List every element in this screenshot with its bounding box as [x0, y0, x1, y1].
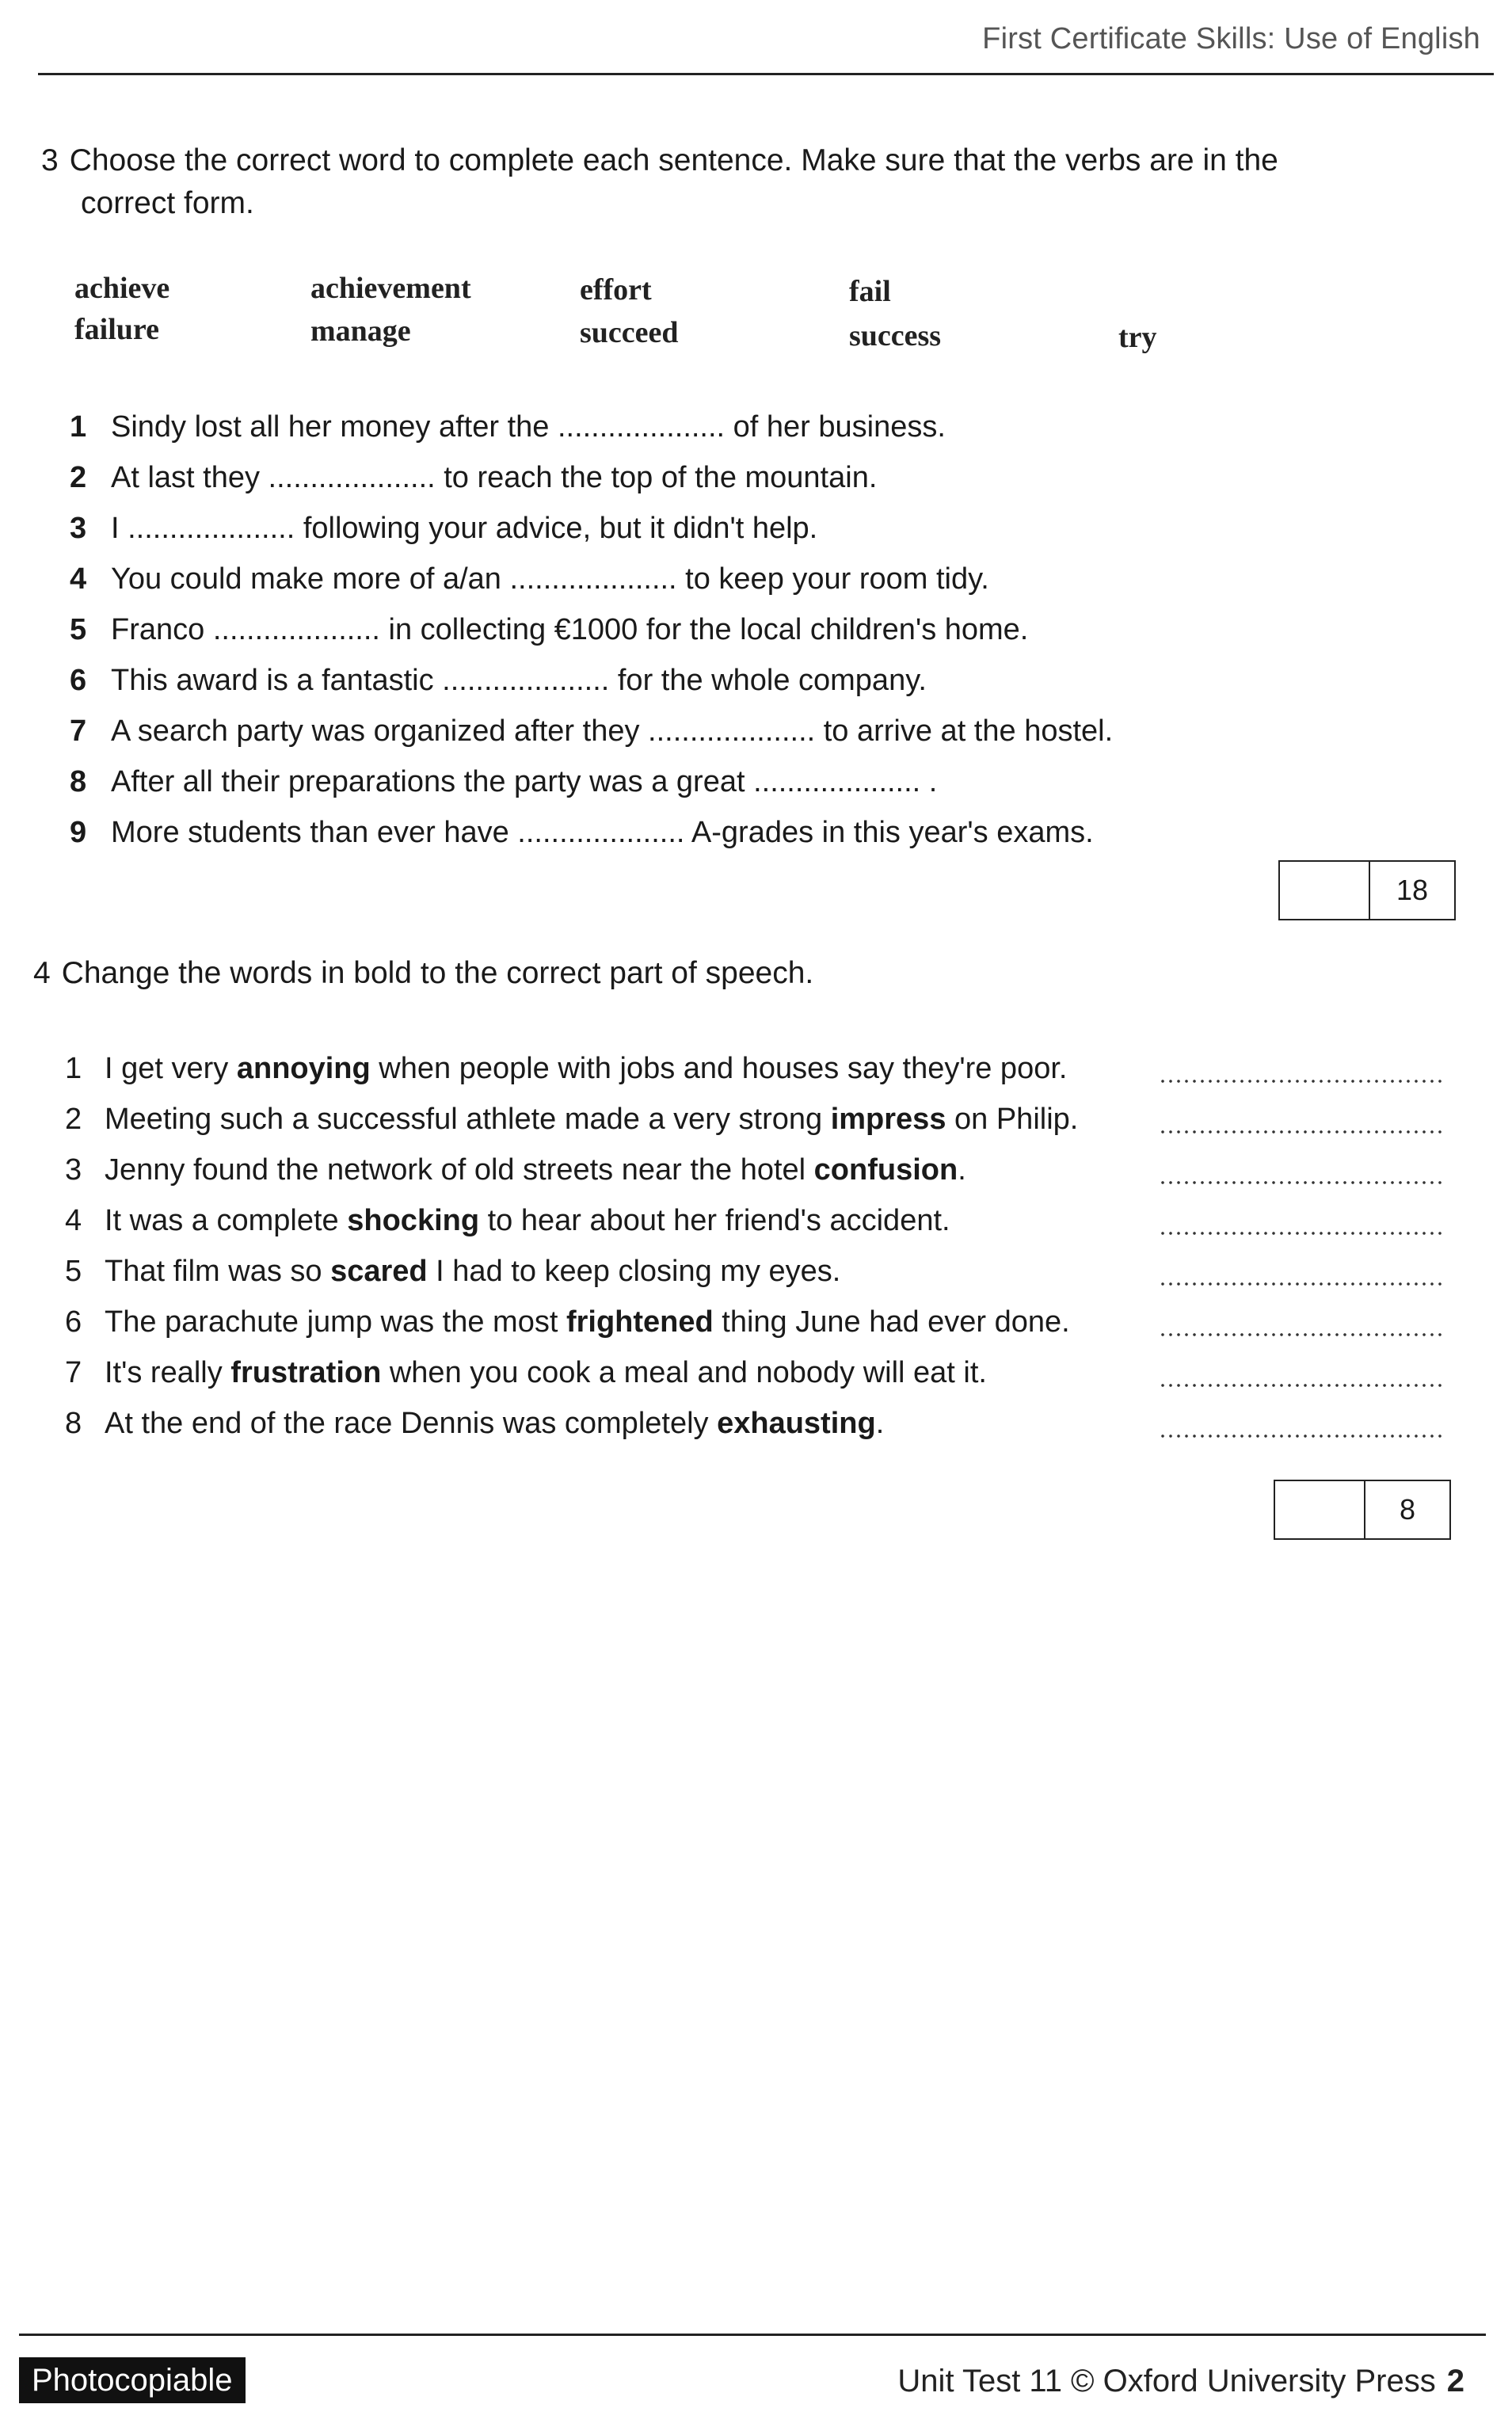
answer-line[interactable] [1159, 1332, 1444, 1337]
list-item [0, 605, 1512, 654]
list-item [0, 656, 1512, 705]
question-text: More students than ever have .................... A-grades in this year's exams. [111, 816, 1094, 849]
question-number: 9 [70, 816, 87, 849]
header-divider [38, 73, 1494, 75]
footer-unit-label: Unit Test 11 © Oxford University Press [897, 2364, 1436, 2398]
list-item [0, 1044, 1512, 1093]
section-3-instruction: Choose the correct word to complete each sentence. Make sure that the verbs are in the [69, 143, 1278, 177]
footer-credit [897, 2364, 1464, 2399]
question-number: 7 [65, 1356, 82, 1389]
question-text: Sindy lost all her money after the .................... of her business. [111, 410, 946, 444]
answer-line[interactable] [1159, 1282, 1444, 1286]
question-text: I .................... following your advice, but it didn't help. [111, 512, 818, 545]
question-text: The parachute jump was the most frightened thing June had ever done. [105, 1305, 1070, 1339]
section-3-number: 3 [41, 143, 59, 177]
list-item [0, 1196, 1512, 1245]
question-text: It's really frustration when you cook a meal and nobody will eat it. [105, 1356, 987, 1389]
question-text: After all their preparations the party was a great .................... . [111, 765, 938, 798]
question-number: 7 [70, 714, 87, 748]
question-text: I get very annoying when people with jobs and houses say they're poor. [105, 1052, 1068, 1085]
bold-word: shocking [347, 1204, 480, 1237]
score-total: 18 [1396, 874, 1429, 906]
word-bank-item: try [1118, 321, 1157, 354]
answer-line[interactable] [1159, 1180, 1444, 1185]
answer-line[interactable] [1159, 1231, 1444, 1236]
list-item [0, 453, 1512, 502]
header-title: First Certificate Skills: Use of English [982, 22, 1480, 55]
word-bank-item: fail [849, 275, 891, 308]
question-text: It was a complete shocking to hear about her friend's accident. [105, 1204, 950, 1237]
question-number: 1 [70, 410, 87, 444]
question-number: 6 [70, 664, 87, 697]
list-item [0, 504, 1512, 553]
list-item [0, 1145, 1512, 1194]
word-bank-item: failure [74, 313, 159, 346]
question-text: At the end of the race Dennis was completely exhausting. [105, 1407, 885, 1440]
section-3-instruction-line2: correct form. [81, 186, 254, 220]
score-entry-field[interactable] [1275, 1481, 1365, 1538]
answer-line[interactable] [1159, 1434, 1444, 1438]
word-bank-item: success [849, 319, 942, 352]
list-item [0, 402, 1512, 451]
word-bank-item: effort [580, 273, 652, 307]
score-box [1274, 1480, 1451, 1540]
question-text: At last they .................... to reach the top of the mountain. [111, 461, 878, 494]
question-number: 4 [70, 562, 87, 596]
question-number: 3 [65, 1153, 82, 1187]
section-3-heading [41, 141, 1491, 181]
bold-word: frightened [566, 1305, 714, 1339]
section-4-heading [33, 954, 813, 993]
question-text: This award is a fantastic .................... for the whole company. [111, 664, 927, 697]
list-item [0, 808, 1512, 857]
list-item [0, 1348, 1512, 1397]
bold-word: confusion [813, 1153, 958, 1187]
word-bank-item: succeed [580, 316, 679, 349]
question-text: Franco .................... in collecting €1000 for the local children's home. [111, 613, 1029, 646]
section-4-instruction: Change the words in bold to the correct part of speech. [61, 956, 814, 990]
score-entry-field[interactable] [1280, 862, 1370, 919]
question-text: You could make more of a/an .................... to keep your room tidy. [111, 562, 989, 596]
list-item [0, 554, 1512, 604]
answer-line[interactable] [1159, 1079, 1444, 1084]
word-bank-item: manage [310, 314, 411, 348]
question-number: 8 [65, 1407, 82, 1440]
question-number: 1 [65, 1052, 82, 1085]
question-number: 5 [70, 613, 87, 646]
list-item [0, 1297, 1512, 1347]
footer-divider [19, 2334, 1486, 2336]
question-number: 6 [65, 1305, 82, 1339]
list-item [0, 1399, 1512, 1448]
question-number: 8 [70, 765, 87, 798]
photocopiable-badge: Photocopiable [19, 2357, 246, 2403]
list-item [0, 707, 1512, 756]
question-number: 4 [65, 1204, 82, 1237]
bold-word: annoying [236, 1052, 371, 1085]
section-4-number: 4 [33, 956, 51, 990]
bold-word: scared [330, 1255, 428, 1288]
question-text: Meeting such a successful athlete made a very strong impress on Philip. [105, 1103, 1079, 1136]
word-bank-item: achieve [74, 272, 170, 305]
score-box [1278, 860, 1456, 920]
word-bank-item: achievement [310, 272, 471, 305]
question-text: A search party was organized after they .................... to arrive at the hostel. [111, 714, 1114, 748]
list-item [0, 1247, 1512, 1296]
list-item [0, 757, 1512, 806]
bold-word: impress [830, 1103, 946, 1136]
bold-word: frustration [230, 1356, 382, 1389]
answer-line[interactable] [1159, 1383, 1444, 1388]
question-number: 2 [70, 461, 87, 494]
page-number: 2 [1446, 2364, 1464, 2398]
question-text: That film was so scared I had to keep closing my eyes. [105, 1255, 841, 1288]
question-number: 5 [65, 1255, 82, 1288]
score-total: 8 [1399, 1493, 1416, 1526]
list-item [0, 1095, 1512, 1144]
question-number: 2 [65, 1103, 82, 1136]
question-text: Jenny found the network of old streets near the hotel confusion. [105, 1153, 966, 1187]
bold-word: exhausting [717, 1407, 876, 1440]
answer-line[interactable] [1159, 1130, 1444, 1134]
question-number: 3 [70, 512, 87, 545]
